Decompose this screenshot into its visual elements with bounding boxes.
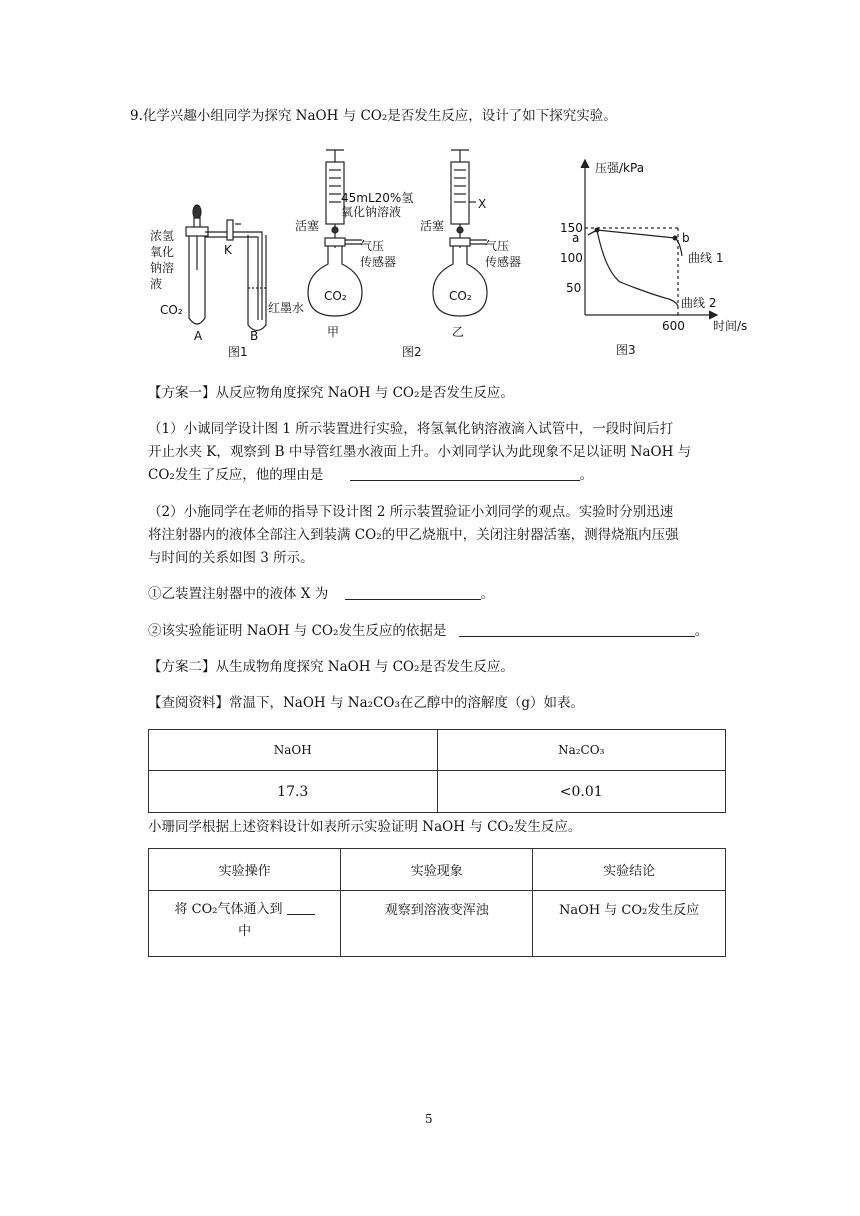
experiment-conclusion: NaOH 与 CO₂发生反应 [533,891,726,957]
fig3-point-b-dot [673,236,678,241]
experiment-operation-text: 将 CO₂气体通入到 [174,902,283,917]
fig2-caption: 图2 [402,345,422,359]
fig3-point-b: b [682,231,690,245]
scheme2-heading: 【方案二】 [148,659,216,675]
q2-line3: 与时间的关系如图 3 所示。 [148,550,314,566]
q1-answer-blank[interactable] [350,466,580,481]
sub1-answer-blank[interactable] [345,585,481,600]
experiment-table [148,848,726,957]
fig3-y-axis-label: 压强/kPa [595,161,645,175]
fig2-syringe-label-1: 45mL20%氢 [341,191,414,205]
solubility-table [148,729,726,813]
fig3-caption: 图3 [616,343,636,357]
experiment-intro: 小珊同学根据上述资料设计如表所示实验证明 NaOH 与 CO₂发生反应。 [148,819,582,835]
q1-line3 [148,464,593,486]
fig3-y-tick-50: 50 [566,281,582,295]
sub2-answer-blank[interactable] [459,622,695,637]
scheme1-heading: 【方案一】 [148,385,216,401]
fig1-gas-label: CO₂ [160,303,183,317]
fig2-sensor-1b: 传感器 [360,255,397,269]
fig2-sensor-2b: 传感器 [485,255,522,269]
fig1-clamp-label: K [224,243,232,257]
experiment-header-operation: 实验操作 [149,849,341,891]
scheme2-line [148,656,514,678]
experiment-header-phenomenon: 实验现象 [341,849,533,891]
reference-heading: 【查阅资料】 [148,695,229,711]
fig1-tube-a: A [194,329,203,343]
experiment-operation-cell [149,891,341,957]
fig1-liquid-label-1: 浓氢 [150,229,175,243]
page-number: 5 [425,1112,433,1126]
experiment-header-conclusion: 实验结论 [533,849,726,891]
sub2-end: 。 [694,623,709,639]
fig3-curve1-label: 曲线 1 [688,251,724,265]
solubility-header-naoh: NaOH [149,730,438,771]
fig2-flask-gas-2: CO₂ [449,289,472,303]
solubility-header-na2co3: Na₂CO₃ [437,730,726,771]
q1-line2: 开止水夹 K，观察到 B 中导管红墨水液面上升。小刘同学认为此现象不足以证明 NaOH 与 [148,444,692,460]
scheme2-text: 从生成物角度探究 NaOH 与 CO₂是否发生反应。 [215,659,514,675]
reference-line [148,692,584,714]
fig3-curve2-label: 曲线 2 [681,296,717,310]
fig2-sensor-2a: 气压 [485,239,510,253]
fig3-x-axis-label: 时间/s [713,319,748,333]
fig2-sensor-1a: 气压 [360,239,385,253]
experiment-operation-end: 中 [238,924,252,939]
q2-line2: 将注射器内的液体全部注入到装满 CO₂的甲乙烧瓶中，关闭注射器活塞，测得烧瓶内压强 [148,527,679,543]
sub2-line [148,620,708,642]
fig2-flask-name-1: 甲 [327,325,340,339]
fig2-stopcock-left: 活塞 [295,219,320,233]
scheme1-text: 从反应物角度探究 NaOH 与 CO₂是否发生反应。 [215,385,514,401]
experiment-figures [140,140,748,365]
fig2-stopcock-right: 活塞 [420,219,445,233]
reference-text: 常温下，NaOH 与 Na₂CO₃在乙醇中的溶解度（g）如表。 [229,695,585,711]
fig1-caption: 图1 [228,345,248,359]
sub1-line [148,583,494,605]
sub1-text: ①乙装置注射器中的液体 X 为 [148,586,329,602]
sub2-text: ②该实验能证明 NaOH 与 CO₂发生反应的依据是 [148,623,447,639]
q1-line1: （1）小诚同学设计图 1 所示装置进行实验，将氢氧化钠溶液滴入试管中，一段时间后打 [148,421,674,437]
fig3-x-tick: 600 [662,319,685,333]
fig1-liquid-label-2: 氧化 [150,245,175,259]
fig2-flask-name-2: 乙 [452,325,465,339]
fig1-tube-b: B [250,329,259,343]
solubility-value-na2co3: <0.01 [437,771,726,813]
fig1-liquid-label-4: 液 [150,277,163,291]
experiment-answer-blank[interactable] [287,900,315,915]
experiment-phenomenon: 观察到溶液变浑浊 [341,891,533,957]
fig3-y-tick-150: 150 [560,221,583,235]
fig1-liquid-label-3: 钠溶 [150,261,175,275]
fig2-flask-gas-1: CO₂ [324,289,347,303]
q1-line3-end: 。 [579,467,594,483]
fig1-ink-label: 红墨水 [268,301,305,315]
fig3-point-a-dot [595,228,600,233]
scheme1-line [148,382,514,404]
q1-line3-text: CO₂发生了反应，他的理由是 [148,467,324,483]
sub1-end: 。 [480,586,494,602]
fig2-syringe-label-2: 氧化钠溶液 [341,205,402,219]
fig3-y-tick-100: 100 [560,251,583,265]
solubility-value-naoh: 17.3 [149,771,438,813]
question-title: 9.化学兴趣小组同学为探究 NaOH 与 CO₂是否发生反应，设计了如下探究实验。 [130,108,617,124]
q2-line1: （2）小施同学在老师的指导下设计图 2 所示装置验证小刘同学的观点。实验时分别迅速 [148,504,674,520]
fig3-point-a: a [572,231,580,245]
fig2-x-label: X [478,197,487,211]
